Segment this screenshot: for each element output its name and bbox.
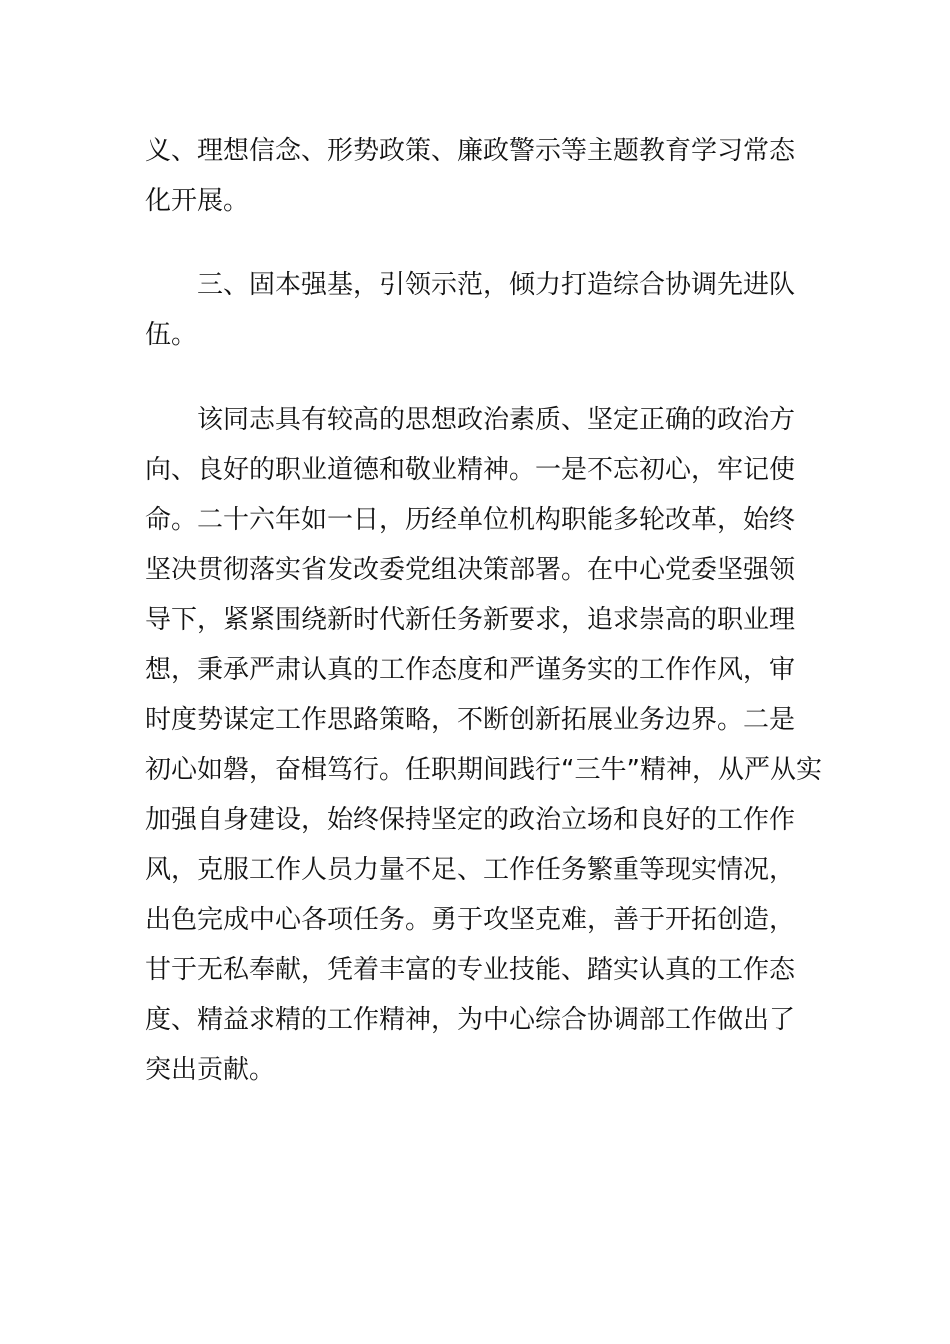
paragraph-line: 初心如磐，奋楫笃行。任职期间践行“三牛”精神，从严从实: [145, 755, 822, 785]
body-paragraph: [145, 395, 822, 1095]
paragraph-line: 坚决贯彻落实省发改委党组决策部署。在中心党委坚强领: [145, 555, 796, 585]
paragraph-line: 出色完成中心各项任务。勇于攻坚克难，善于开拓创造，: [145, 905, 796, 935]
paragraph-line: 义、理想信念、形势政策、廉政警示等主题教育学习常态: [145, 136, 796, 166]
heading-line: 三、固本强基，引领示范，倾力打造综合协调先进队: [197, 270, 796, 300]
paragraph-line: 向、良好的职业道德和敬业精神。一是不忘初心，牢记使: [145, 455, 796, 485]
section-heading: [145, 260, 805, 360]
paragraph-line: 想，秉承严肃认真的工作态度和严谨务实的工作作风，审: [145, 655, 796, 685]
paragraph-line: 风，克服工作人员力量不足、工作任务繁重等现实情况，: [145, 855, 796, 885]
paragraph-line: 命。二十六年如一日，历经单位机构职能多轮改革，始终: [145, 505, 796, 535]
paragraph-line: 化开展。: [145, 186, 250, 216]
heading-line: 伍。: [145, 320, 198, 350]
paragraph-continuation: [145, 126, 805, 226]
paragraph-line: 突出贡献。: [145, 1055, 276, 1085]
paragraph-line: 度、精益求精的工作精神，为中心综合协调部工作做出了: [145, 1005, 796, 1035]
paragraph-line: 甘于无私奉献，凭着丰富的专业技能、踏实认真的工作态: [145, 955, 796, 985]
paragraph-line: 时度势谋定工作思路策略，不断创新拓展业务边界。二是: [145, 705, 796, 735]
paragraph-line: 该同志具有较高的思想政治素质、坚定正确的政治方: [197, 405, 796, 435]
paragraph-line: 导下，紧紧围绕新时代新任务新要求，追求崇高的职业理: [145, 605, 796, 635]
paragraph-line: 加强自身建设，始终保持坚定的政治立场和良好的工作作: [145, 805, 796, 835]
